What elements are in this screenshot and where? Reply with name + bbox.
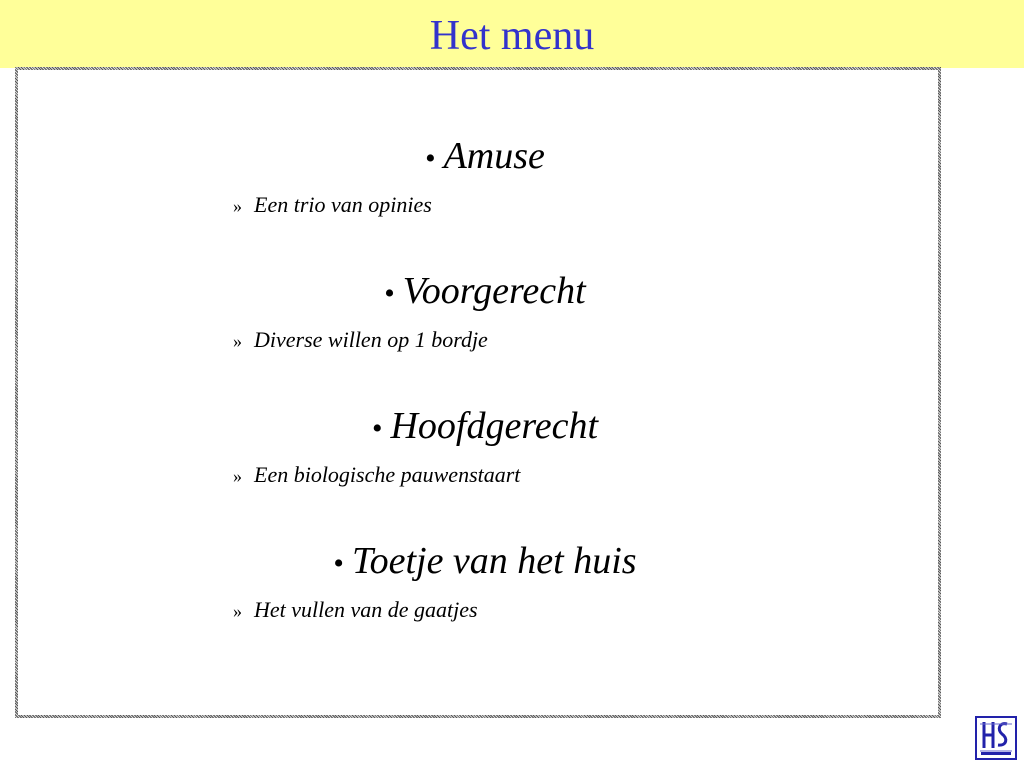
dish-line xyxy=(233,462,520,489)
dish-line xyxy=(233,327,488,354)
dish-bullet: » xyxy=(233,331,242,351)
course-label: Voorgerecht xyxy=(402,270,586,312)
dish-label: Diverse willen op 1 bordje xyxy=(254,327,488,352)
menu-item-toetje xyxy=(0,539,970,622)
course-heading xyxy=(0,404,970,451)
dish-line xyxy=(233,192,432,219)
course-heading xyxy=(0,134,970,181)
course-bullet: • xyxy=(333,547,344,580)
dish-bullet: » xyxy=(233,466,242,486)
course-bullet: • xyxy=(384,277,395,310)
dish-label: Een biologische pauwenstaart xyxy=(254,462,521,487)
menu-item-amuse xyxy=(0,134,970,217)
menu-item-voorgerecht xyxy=(0,269,970,352)
dish-bullet: » xyxy=(233,196,242,216)
course-label: Hoofdgerecht xyxy=(390,405,599,447)
menu-item-hoofdgerecht xyxy=(0,404,970,487)
course-label: Amuse xyxy=(443,135,545,177)
course-heading xyxy=(0,269,970,316)
university-logo-icon xyxy=(975,716,1017,760)
course-bullet: • xyxy=(425,142,436,175)
course-label: Toetje van het huis xyxy=(351,540,637,582)
course-heading xyxy=(0,539,970,586)
dish-label: Het vullen van de gaatjes xyxy=(254,597,478,622)
dish-label: Een trio van opinies xyxy=(254,192,432,217)
dish-line xyxy=(233,597,478,624)
course-bullet: • xyxy=(371,412,383,445)
dish-bullet: » xyxy=(233,601,242,621)
slide-title: Het menu xyxy=(429,13,595,59)
